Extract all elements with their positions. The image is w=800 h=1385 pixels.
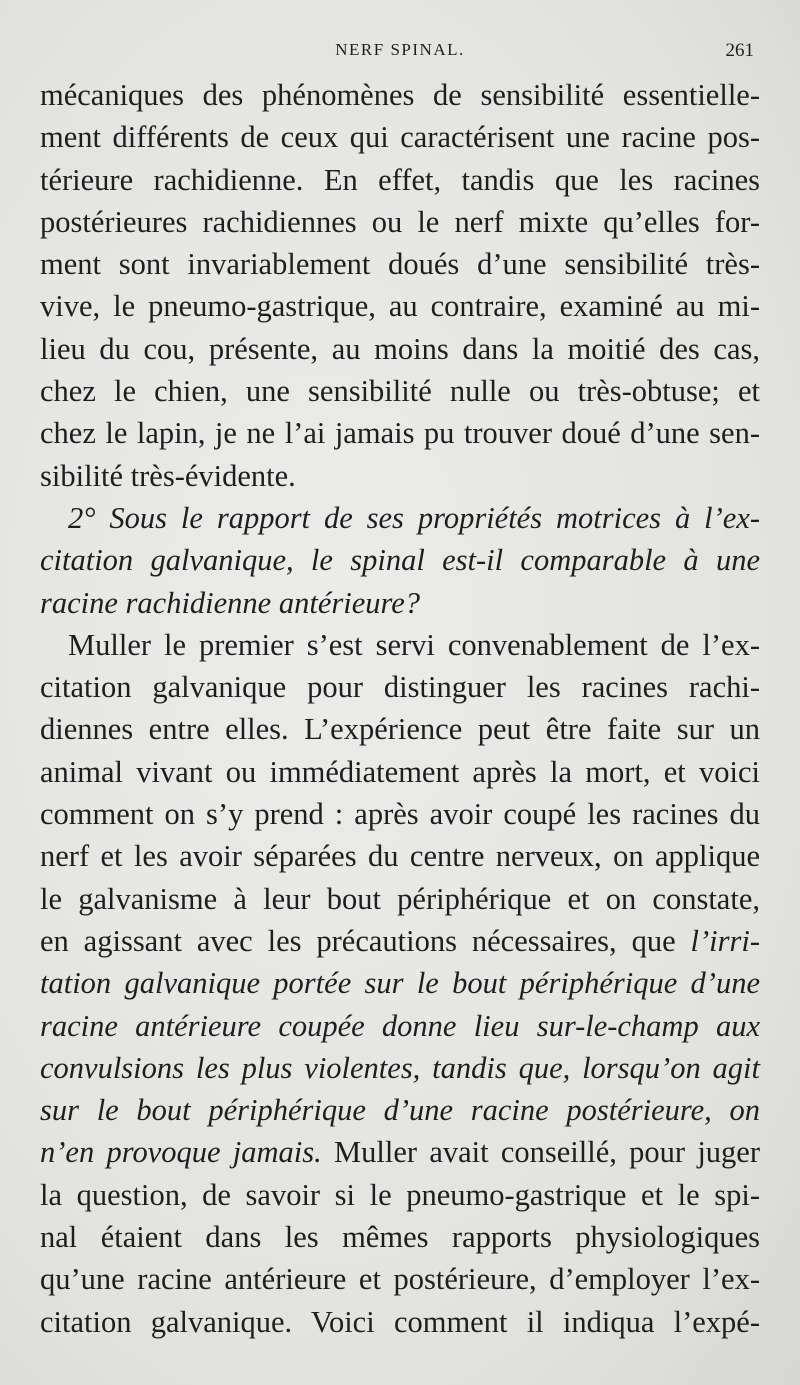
text-line: diennes entre elles. L’expérience peut être faite sur un [40,712,760,747]
text-line: postérieures rachidiennes ou le nerf mixte qu’elles for- [40,204,760,239]
text-line: chez le lapin, je ne l’ai jamais pu trouver doué d’une sen- [40,416,760,451]
text-line: chez le chien, une sensibilité nulle ou très-obtuse; et [40,374,760,409]
italic-segment: n’en provoque jamais. [40,1135,322,1170]
text-line: nal étaient dans les mêmes rapports physiologiques [40,1220,760,1255]
page-number: 261 [725,40,754,61]
question-heading-line: citation galvanique, le spinal est-il comparable à une [40,543,760,578]
question-heading-line: racine rachidienne antérieure? [40,585,421,620]
text-line: Muller le premier s’est servi convenablement de l’ex- [68,627,760,662]
running-title: NERF SPINAL. [335,40,465,59]
text-line: comment on s’y prend : après avoir coupé les racines du [40,797,760,832]
text-segment: Muller avait conseillé, pour juger [334,1135,761,1170]
italic-line: racine antérieure coupée donne lieu sur-le-champ aux [40,1008,760,1043]
text-line: vive, le pneumo-gastrique, au contraire, examiné au mi- [40,289,760,324]
text-line: nerf et les avoir séparées du centre nerveux, on applique [40,839,760,874]
text-line: citation galvanique pour distinguer les racines rachi- [40,670,760,705]
body-text [40,74,760,1343]
text-line: ment sont invariablement doués d’une sensibilité très- [40,247,760,282]
text-line: ment différents de ceux qui caractérisent une racine pos- [40,120,760,155]
text-line: animal vivant ou immédiatement après la mort, et voici [40,754,760,789]
text-line-mixed [40,920,760,962]
text-line: le galvanisme à leur bout périphérique et on constate, [40,881,760,916]
running-head [40,38,760,68]
italic-line: sur le bout périphérique d’une racine postérieure, on [40,1093,760,1128]
italic-segment: l’irri- [690,923,761,958]
italic-line: convulsions les plus violentes, tandis que, lorsqu’on agit [40,1050,760,1085]
text-segment: en agissant avec les précautions nécessaires, que [40,923,676,958]
text-line: la question, de savoir si le pneumo-gastrique et le spi- [40,1177,760,1212]
text-line: sibilité très-évidente. [40,458,296,493]
text-line: mécaniques des phénomènes de sensibilité essentielle- [40,78,760,112]
text-line: qu’une racine antérieure et postérieure, d’employer l’ex- [40,1262,760,1297]
text-line-mixed [40,1131,760,1173]
question-heading-line: 2° Sous le rapport de ses propriétés motrices à l’ex- [68,500,760,535]
text-line: térieure rachidienne. En effet, tandis que les racines [40,162,760,197]
italic-line: tation galvanique portée sur le bout périphérique d’une [40,966,760,1001]
text-line: citation galvanique. Voici comment il indiqua l’expé- [40,1304,760,1339]
text-line: lieu du cou, présente, au moins dans la moitié des cas, [40,331,760,366]
